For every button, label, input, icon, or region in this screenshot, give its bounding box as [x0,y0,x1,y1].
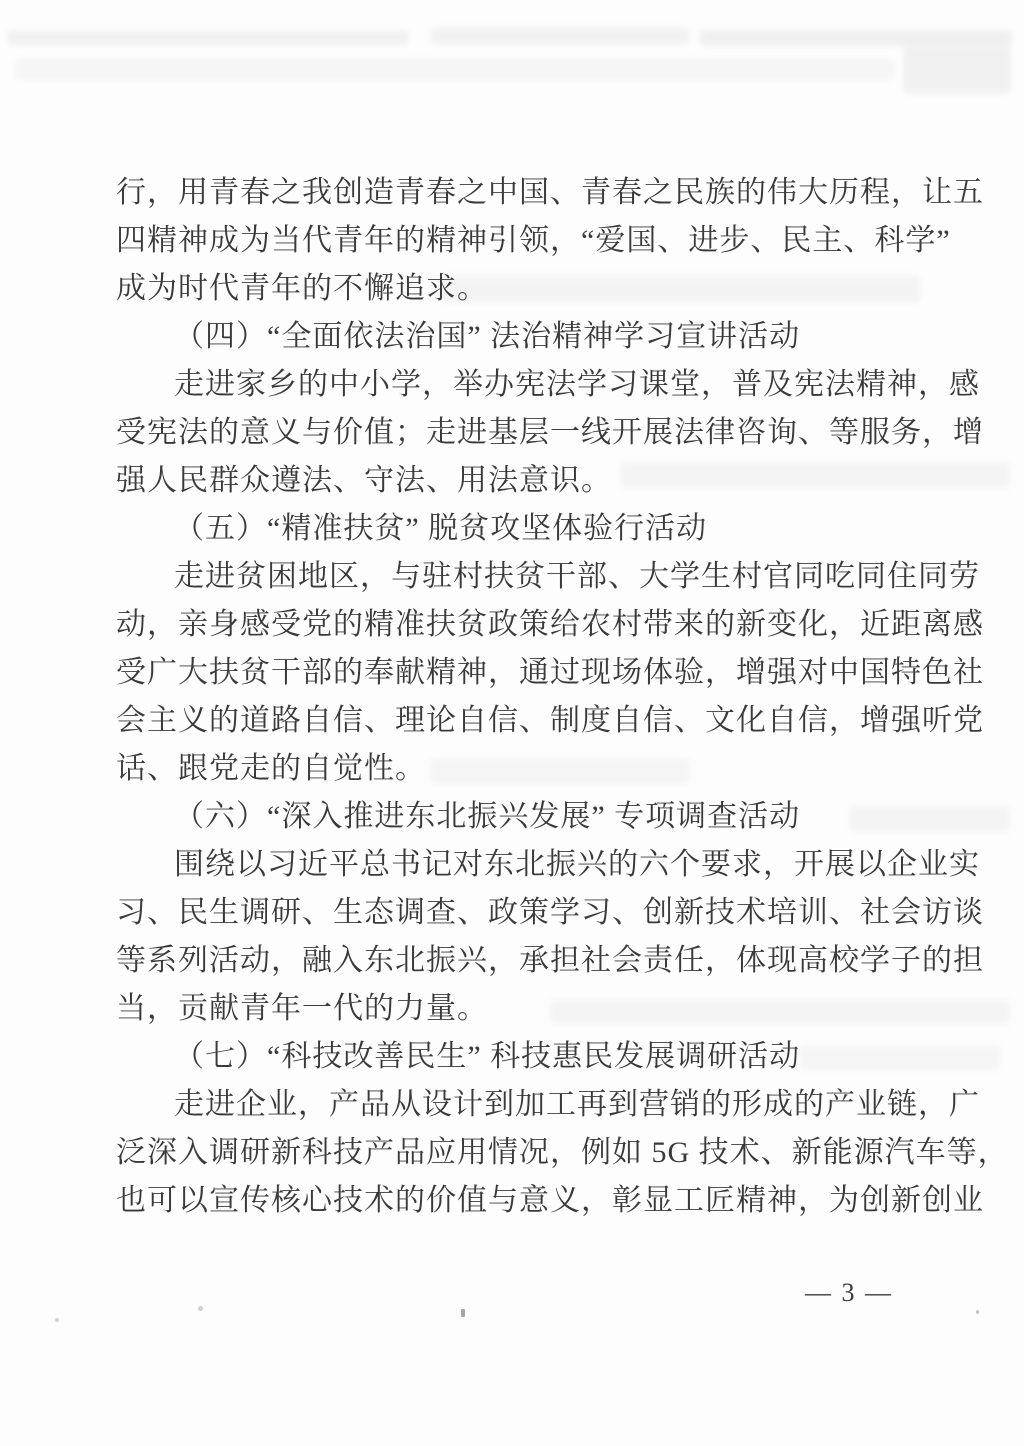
text-line: 成为时代青年的不懈追求。 [116,272,488,305]
text-line: 动，亲身感受党的精准扶贫政策给农村带来的新变化，近距离感 [116,608,984,641]
page-number: — 3 — [805,1278,893,1307]
text-line: 强人民群众遵法、守法、用法意识。 [116,464,612,497]
text-line: 泛深入调研新科技产品应用情况，例如 5G 技术、新能源汽车等， [116,1136,1009,1169]
text-line: 受宪法的意义与价值；走进基层一线开展法律咨询、等服务，增 [116,416,984,449]
section-heading: （四）“全面依法治国” 法治精神学习宣讲活动 [174,320,801,353]
text-line: 四精神成为当代青年的精神引领，“爱国、进步、民主、科学” [116,224,951,257]
scan-speck [55,1318,59,1322]
section-heading: （七）“科技改善民生” 科技惠民发展调研活动 [174,1040,801,1073]
text-line: 等系列活动，融入东北振兴，承担社会责任，体现高校学子的担 [116,944,984,977]
scan-speck [461,1309,465,1317]
text-line: 走进贫困地区，与驻村扶贫干部、大学生村官同吃同住同劳 [174,560,980,593]
scan-speck [976,1310,979,1314]
text-line: 习、民生调研、生态调查、政策学习、创新技术培训、社会访谈 [116,896,984,929]
scan-artifact [430,28,690,44]
text-line: 话、跟党走的自觉性。 [116,752,426,785]
text-line: 受广大扶贫干部的奉献精神，通过现场体验，增强对中国特色社 [116,656,984,689]
section-heading: （六）“深入推进东北振兴发展” 专项调查活动 [174,800,801,833]
text-line: 走进家乡的中小学，举办宪法学习课堂，普及宪法精神，感 [174,368,980,401]
scan-artifact [903,46,1011,94]
scan-artifact [15,58,895,80]
text-line: 也可以宣传核心技术的价值与意义，彰显工匠精神，为创新创业 [116,1184,984,1217]
scan-speck [198,1306,203,1311]
section-heading: （五）“精准扶贫” 脱贫攻坚体验行活动 [174,512,708,545]
document-body [116,169,1009,1225]
text-line: 当，贡献青年一代的力量。 [116,992,488,1025]
text-line: 走进企业，产品从设计到加工再到营销的形成的产业链，广 [174,1088,980,1121]
text-line: 围绕以习近平总书记对东北振兴的六个要求，开展以企业实 [174,848,980,881]
text-line: 行，用青春之我创造青春之中国、青春之民族的伟大历程，让五 [116,176,984,209]
text-line: 会主义的道路自信、理论自信、制度自信、文化自信，增强听党 [116,704,984,737]
scan-artifact [700,30,1012,46]
scan-artifact [8,30,408,45]
